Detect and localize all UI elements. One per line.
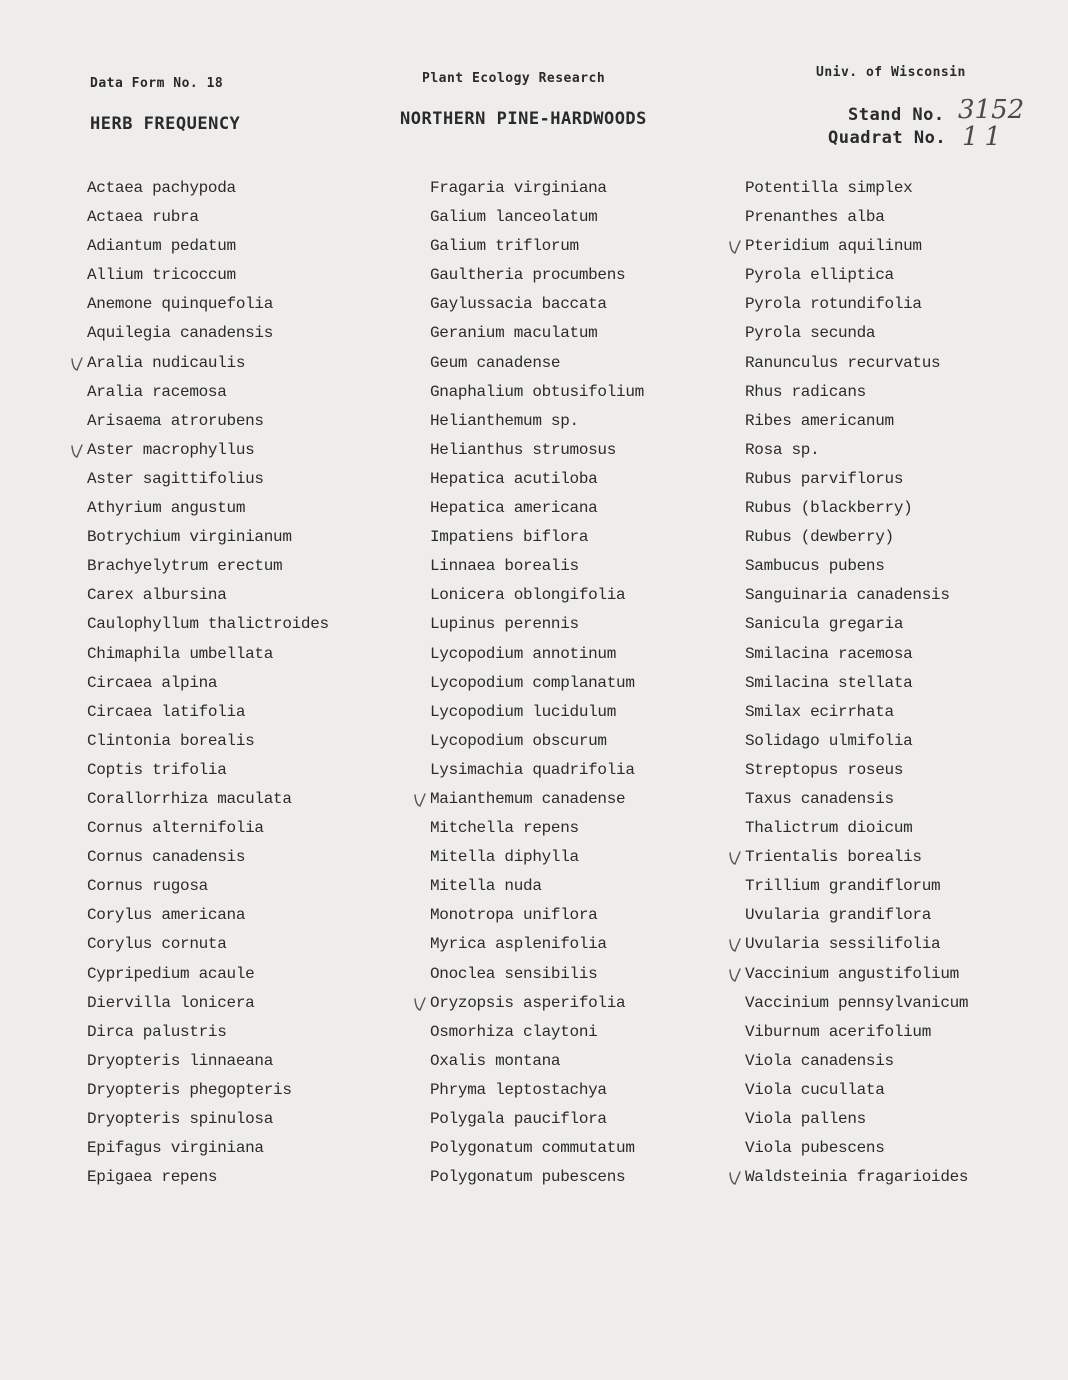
species-item bbox=[745, 814, 968, 843]
species-name: Chimaphila umbellata bbox=[87, 644, 274, 663]
species-item bbox=[87, 349, 329, 378]
species-name: Adiantum pedatum bbox=[87, 237, 236, 256]
species-item bbox=[745, 523, 968, 552]
species-name: Clintonia borealis bbox=[87, 731, 255, 750]
species-name: Gaultheria procumbens bbox=[430, 266, 626, 285]
species-name: Rosa sp. bbox=[745, 440, 820, 459]
species-item bbox=[87, 1163, 329, 1192]
species-item bbox=[745, 843, 968, 872]
species-item bbox=[745, 465, 968, 494]
species-item bbox=[745, 261, 968, 290]
species-name: Corylus americana bbox=[87, 906, 246, 925]
species-name: Ranunculus recurvatus bbox=[745, 353, 941, 372]
species-item bbox=[87, 436, 329, 465]
species-name: Potentilla simplex bbox=[745, 179, 913, 197]
species-name: Sanguinaria canadensis bbox=[745, 586, 950, 605]
species-item bbox=[87, 232, 329, 261]
program-name: Plant Ecology Research bbox=[422, 71, 606, 86]
species-item bbox=[87, 610, 329, 639]
species-name: Viola canadensis bbox=[745, 1051, 894, 1070]
species-name: Mitella diphylla bbox=[430, 848, 579, 867]
species-name: Helianthemum sp. bbox=[430, 411, 579, 430]
species-item bbox=[87, 872, 329, 901]
species-item bbox=[430, 465, 644, 494]
species-name: Allium tricoccum bbox=[87, 266, 236, 285]
species-name: Cornus canadensis bbox=[87, 848, 246, 867]
species-item bbox=[745, 640, 968, 669]
species-item bbox=[745, 203, 968, 232]
species-name: Helianthus strumosus bbox=[430, 440, 617, 459]
species-column-1 bbox=[87, 174, 329, 1192]
species-item bbox=[87, 901, 329, 930]
species-item bbox=[87, 1105, 329, 1134]
species-name: Caulophyllum thalictroides bbox=[87, 615, 329, 634]
species-item bbox=[87, 1076, 329, 1105]
species-item bbox=[430, 494, 644, 523]
species-name: Hepatica acutiloba bbox=[430, 469, 598, 488]
species-name: Linnaea borealis bbox=[430, 557, 579, 576]
species-item bbox=[745, 872, 968, 901]
stand-label: Stand No. bbox=[848, 105, 945, 125]
species-item bbox=[87, 727, 329, 756]
species-name: Lycopodium lucidulum bbox=[430, 702, 617, 721]
species-item bbox=[745, 494, 968, 523]
species-item bbox=[430, 1105, 644, 1134]
species-item bbox=[87, 261, 329, 290]
check-mark-icon bbox=[71, 443, 83, 459]
species-name: Mitchella repens bbox=[430, 819, 579, 838]
species-item bbox=[745, 290, 968, 319]
form-number: Data Form No. 18 bbox=[90, 76, 224, 91]
species-name: Dirca palustris bbox=[87, 1022, 227, 1041]
species-item bbox=[430, 872, 644, 901]
species-name: Sambucus pubens bbox=[745, 557, 885, 576]
form-title: HERB FREQUENCY bbox=[90, 114, 241, 134]
species-item bbox=[87, 581, 329, 610]
species-item bbox=[745, 552, 968, 581]
species-item bbox=[745, 1018, 968, 1047]
species-name: Pyrola secunda bbox=[745, 324, 876, 343]
species-name: Pyrola elliptica bbox=[745, 266, 894, 285]
species-name: Polygonatum commutatum bbox=[430, 1139, 635, 1158]
species-item bbox=[745, 669, 968, 698]
species-name: Viburnum acerifolium bbox=[745, 1022, 932, 1041]
species-name: Cornus rugosa bbox=[87, 877, 208, 896]
species-item bbox=[430, 261, 644, 290]
check-mark-icon bbox=[729, 850, 741, 866]
species-name: Dryopteris phegopteris bbox=[87, 1080, 292, 1099]
check-mark-icon bbox=[729, 239, 741, 255]
species-item bbox=[87, 174, 329, 203]
species-name: Dryopteris linnaeana bbox=[87, 1051, 274, 1070]
species-name: Trillium grandiflorum bbox=[745, 877, 941, 896]
species-name: Polygonatum pubescens bbox=[430, 1168, 626, 1187]
quadrat-label: Quadrat No. bbox=[828, 128, 947, 148]
species-item bbox=[430, 290, 644, 319]
species-item bbox=[87, 1134, 329, 1163]
species-item bbox=[87, 407, 329, 436]
species-name: Oxalis montana bbox=[430, 1051, 561, 1070]
species-name: Monotropa uniflora bbox=[430, 906, 598, 925]
species-item bbox=[430, 727, 644, 756]
species-item bbox=[430, 756, 644, 785]
check-mark-icon bbox=[414, 792, 426, 808]
species-name: Viola pallens bbox=[745, 1110, 866, 1128]
species-name: Diervilla lonicera bbox=[87, 993, 255, 1012]
species-name: Onoclea sensibilis bbox=[430, 964, 598, 983]
species-item bbox=[745, 989, 968, 1018]
species-name: Mitella nuda bbox=[430, 877, 542, 896]
species-item bbox=[430, 698, 644, 727]
species-item bbox=[87, 1018, 329, 1047]
species-item bbox=[87, 465, 329, 494]
check-mark-icon bbox=[729, 967, 741, 983]
species-item bbox=[87, 960, 329, 989]
species-item bbox=[430, 1134, 644, 1163]
species-name: Maianthemum canadense bbox=[430, 789, 626, 808]
species-name: Fragaria virginiana bbox=[430, 179, 607, 197]
species-item bbox=[745, 1047, 968, 1076]
species-name: Smilacina racemosa bbox=[745, 644, 913, 663]
species-item bbox=[430, 523, 644, 552]
species-name: Pyrola rotundifolia bbox=[745, 295, 922, 314]
species-name: Circaea latifolia bbox=[87, 702, 246, 721]
species-name: Rubus (dewberry) bbox=[745, 528, 894, 547]
species-item bbox=[87, 319, 329, 348]
species-name: Myrica asplenifolia bbox=[430, 935, 607, 954]
species-name: Lonicera oblongifolia bbox=[430, 586, 626, 605]
species-item bbox=[87, 1047, 329, 1076]
species-item bbox=[430, 901, 644, 930]
species-item bbox=[87, 290, 329, 319]
species-name: Lycopodium complanatum bbox=[430, 673, 635, 692]
species-name: Gaylussacia baccata bbox=[430, 295, 607, 314]
species-name: Botrychium virginianum bbox=[87, 528, 292, 547]
species-name: Dryopteris spinulosa bbox=[87, 1110, 274, 1128]
species-name: Oryzopsis asperifolia bbox=[430, 993, 626, 1012]
species-item bbox=[745, 610, 968, 639]
species-item bbox=[430, 232, 644, 261]
species-name: Corylus cornuta bbox=[87, 935, 227, 954]
check-mark-icon bbox=[71, 356, 83, 372]
check-mark-icon bbox=[414, 996, 426, 1012]
species-item bbox=[430, 1047, 644, 1076]
species-item bbox=[430, 174, 644, 203]
species-name: Polygala pauciflora bbox=[430, 1110, 607, 1128]
species-name: Sanicula gregaria bbox=[745, 615, 904, 634]
species-name: Phryma leptostachya bbox=[430, 1080, 607, 1099]
species-name: Athyrium angustum bbox=[87, 499, 246, 518]
stand-number-handwritten: 3152 bbox=[958, 95, 1025, 125]
species-name: Waldsteinia fragarioides bbox=[745, 1168, 969, 1187]
species-name: Aralia nudicaulis bbox=[87, 353, 246, 372]
species-item bbox=[87, 756, 329, 785]
species-name: Aster sagittifolius bbox=[87, 469, 264, 488]
species-name: Arisaema atrorubens bbox=[87, 411, 264, 430]
species-item bbox=[430, 930, 644, 959]
species-name: Geum canadense bbox=[430, 353, 561, 372]
species-item bbox=[745, 901, 968, 930]
species-name: Rhus radicans bbox=[745, 382, 866, 401]
species-item bbox=[87, 698, 329, 727]
species-item bbox=[87, 552, 329, 581]
species-item bbox=[745, 581, 968, 610]
species-item bbox=[430, 581, 644, 610]
species-item bbox=[430, 989, 644, 1018]
species-item bbox=[87, 785, 329, 814]
species-name: Galium triflorum bbox=[430, 237, 579, 256]
species-item bbox=[430, 319, 644, 348]
species-item bbox=[87, 843, 329, 872]
species-item bbox=[430, 669, 644, 698]
species-item bbox=[745, 785, 968, 814]
species-item bbox=[745, 174, 968, 203]
species-column-2 bbox=[430, 174, 644, 1192]
species-column-3 bbox=[745, 174, 968, 1192]
species-item bbox=[745, 1163, 968, 1192]
species-name: Vaccinium angustifolium bbox=[745, 964, 959, 983]
species-item bbox=[430, 640, 644, 669]
species-item bbox=[430, 1163, 644, 1192]
species-name: Osmorhiza claytoni bbox=[430, 1022, 598, 1041]
species-item bbox=[430, 843, 644, 872]
species-name: Rubus (blackberry) bbox=[745, 499, 913, 518]
species-item bbox=[87, 203, 329, 232]
species-name: Aralia racemosa bbox=[87, 382, 227, 401]
species-name: Epigaea repens bbox=[87, 1168, 218, 1187]
species-name: Trientalis borealis bbox=[745, 848, 922, 867]
species-name: Thalictrum dioicum bbox=[745, 819, 913, 838]
species-item bbox=[430, 1018, 644, 1047]
species-item bbox=[745, 960, 968, 989]
species-item bbox=[430, 552, 644, 581]
species-item bbox=[745, 756, 968, 785]
species-name: Vaccinium pennsylvanicum bbox=[745, 993, 969, 1012]
species-name: Hepatica americana bbox=[430, 499, 598, 518]
species-item bbox=[745, 930, 968, 959]
species-name: Cypripedium acaule bbox=[87, 964, 255, 983]
species-name: Carex albursina bbox=[87, 586, 227, 605]
species-name: Impatiens biflora bbox=[430, 528, 589, 547]
species-name: Ribes americanum bbox=[745, 411, 894, 430]
species-item bbox=[745, 319, 968, 348]
species-name: Lycopodium annotinum bbox=[430, 644, 617, 663]
species-item bbox=[745, 698, 968, 727]
species-item bbox=[430, 349, 644, 378]
species-name: Prenanthes alba bbox=[745, 208, 885, 227]
species-name: Circaea alpina bbox=[87, 673, 218, 692]
species-name: Aquilegia canadensis bbox=[87, 324, 274, 343]
species-item bbox=[745, 436, 968, 465]
species-item bbox=[745, 1105, 968, 1134]
species-item bbox=[430, 610, 644, 639]
species-name: Galium lanceolatum bbox=[430, 208, 598, 227]
species-name: Geranium maculatum bbox=[430, 324, 598, 343]
species-item bbox=[87, 989, 329, 1018]
species-name: Lupinus perennis bbox=[430, 615, 579, 634]
institution-name: Univ. of Wisconsin bbox=[816, 65, 966, 80]
species-item bbox=[87, 930, 329, 959]
species-item bbox=[745, 378, 968, 407]
species-item bbox=[745, 727, 968, 756]
species-name: Epifagus virginiana bbox=[87, 1139, 264, 1158]
species-item bbox=[745, 1076, 968, 1105]
species-item bbox=[87, 494, 329, 523]
species-name: Lycopodium obscurum bbox=[430, 731, 607, 750]
species-item bbox=[87, 669, 329, 698]
species-name: Taxus canadensis bbox=[745, 789, 894, 808]
community-title: NORTHERN PINE-HARDWOODS bbox=[400, 109, 647, 129]
species-name: Smilacina stellata bbox=[745, 673, 913, 692]
quadrat-number-handwritten: 11 bbox=[962, 122, 1008, 152]
species-name: Uvularia grandiflora bbox=[745, 906, 932, 925]
species-item bbox=[87, 378, 329, 407]
check-mark-icon bbox=[729, 1170, 741, 1186]
species-item bbox=[745, 232, 968, 261]
species-name: Cornus alternifolia bbox=[87, 819, 264, 838]
species-name: Brachyelytrum erectum bbox=[87, 557, 283, 576]
species-name: Smilax ecirrhata bbox=[745, 702, 894, 721]
species-item bbox=[87, 523, 329, 552]
species-item bbox=[745, 349, 968, 378]
species-item bbox=[87, 640, 329, 669]
species-item bbox=[430, 436, 644, 465]
species-name: Actaea rubra bbox=[87, 208, 199, 227]
species-item bbox=[87, 814, 329, 843]
species-item bbox=[430, 378, 644, 407]
species-item bbox=[430, 960, 644, 989]
species-item bbox=[745, 407, 968, 436]
species-item bbox=[745, 1134, 968, 1163]
species-name: Anemone quinquefolia bbox=[87, 295, 274, 314]
species-name: Viola cucullata bbox=[745, 1080, 885, 1099]
species-item bbox=[430, 814, 644, 843]
species-name: Rubus parviflorus bbox=[745, 469, 904, 488]
species-name: Pteridium aquilinum bbox=[745, 237, 922, 256]
species-name: Aster macrophyllus bbox=[87, 440, 255, 459]
species-item bbox=[430, 407, 644, 436]
species-name: Uvularia sessilifolia bbox=[745, 935, 941, 954]
species-name: Viola pubescens bbox=[745, 1139, 885, 1158]
species-name: Actaea pachypoda bbox=[87, 179, 236, 197]
species-item bbox=[430, 1076, 644, 1105]
species-name: Lysimachia quadrifolia bbox=[430, 760, 635, 779]
species-name: Corallorrhiza maculata bbox=[87, 789, 292, 808]
check-mark-icon bbox=[729, 937, 741, 953]
species-item bbox=[430, 785, 644, 814]
species-name: Solidago ulmifolia bbox=[745, 731, 913, 750]
species-name: Streptopus roseus bbox=[745, 760, 904, 779]
species-item bbox=[430, 203, 644, 232]
species-name: Coptis trifolia bbox=[87, 760, 227, 779]
species-name: Gnaphalium obtusifolium bbox=[430, 382, 644, 401]
